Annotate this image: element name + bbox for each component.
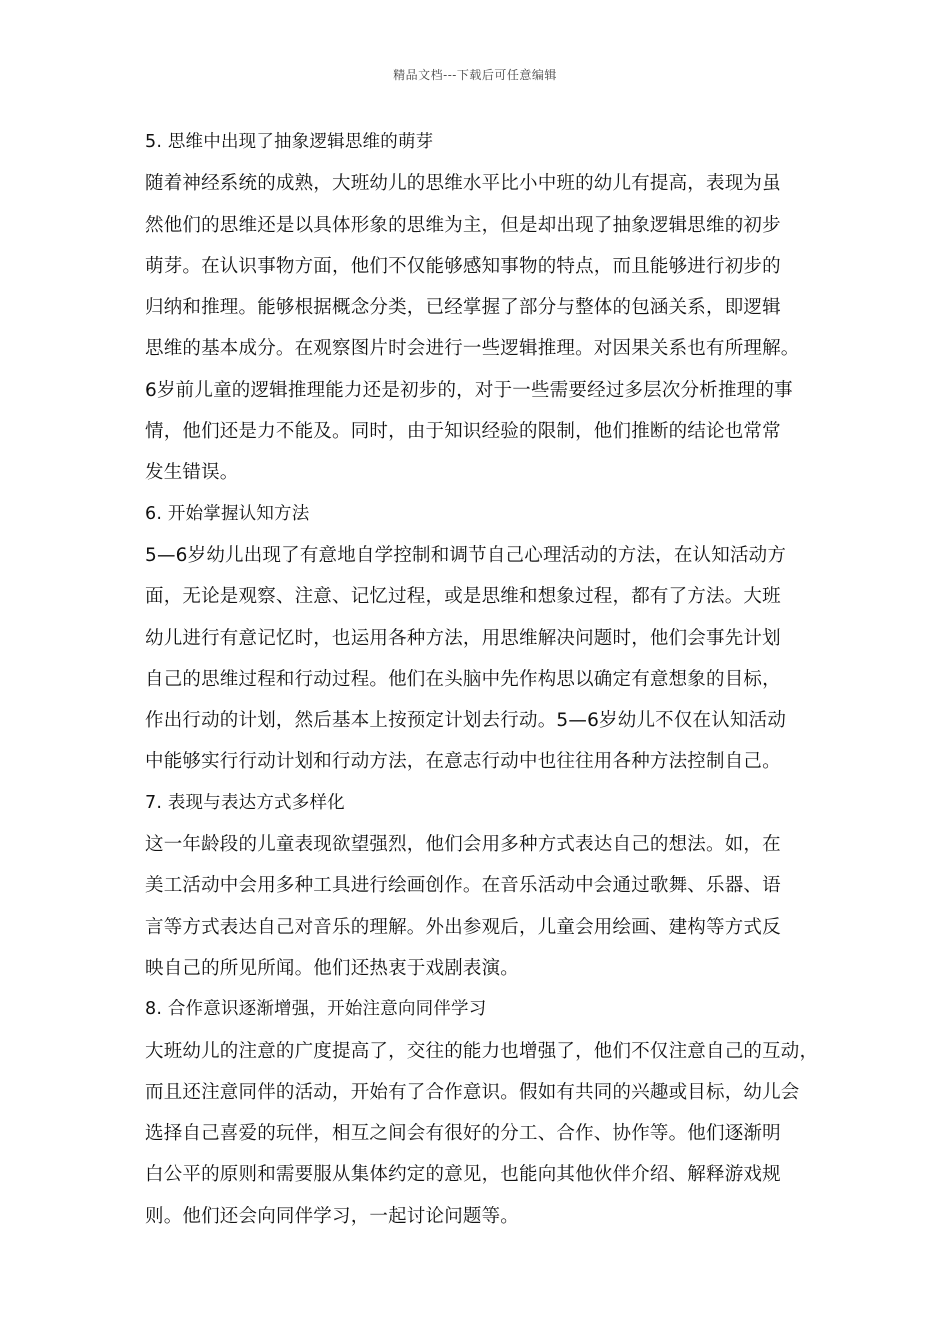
paragraph-line: 映自己的所见所闻。他们还热衷于戏剧表演。 [145,957,520,979]
paragraph-line: 而且还注意同伴的活动，开始有了合作意识。假如有共同的兴趣或目标，幼儿会 [145,1081,800,1103]
paragraph-line: 作出行动的计划，然后基本上按预定计划去行动。5—6岁幼儿不仅在认知活动 [145,710,787,732]
paragraph-line: 随着神经系统的成熟，大班幼儿的思维水平比小中班的幼儿有提高，表现为虽 [145,173,781,195]
paragraph-line: 归纳和推理。能够根据概念分类，已经掌握了部分与整体的包涵关系，即逻辑 [145,297,781,319]
paragraph-line: 言等方式表达自己对音乐的理解。外出参观后，儿童会用绘画、建构等方式反 [145,916,781,938]
paragraph-line: 大班幼儿的注意的广度提高了，交往的能力也增强了，他们不仅注意自己的互动， [145,1040,819,1062]
paragraph-line: 自己的思维过程和行动过程。他们在头脑中先作构思以确定有意想象的目标， [145,668,781,690]
paragraph-line: 则。他们还会向同伴学习，一起讨论问题等。 [145,1205,520,1227]
section-heading: 5. 思维中出现了抽象逻辑思维的萌芽 [145,132,434,152]
paragraph-line: 发生错误。 [145,462,239,484]
document-body [145,122,825,1237]
paragraph-line: 然他们的思维还是以具体形象的思维为主，但是却出现了抽象逻辑思维的初步 [145,214,781,236]
paragraph-line: 5—6岁幼儿出现了有意地自学控制和调节自己心理活动的方法，在认知活动方 [145,544,787,566]
paragraph-line: 这一年龄段的儿童表现欲望强烈，他们会用多种方式表达自己的想法。如，在 [145,834,781,856]
section-heading: 6. 开始掌握认知方法 [145,503,310,524]
paragraph-line: 幼儿进行有意记忆时，也运用各种方法，用思维解决问题时，他们会事先计划 [145,627,781,649]
paragraph-line: 中能够实行行动计划和行动方法，在意志行动中也往往用各种方法控制自己。 [145,751,781,773]
paragraph-line: 选择自己喜爱的玩伴，相互之间会有很好的分工、合作、协作等。他们逐渐明 [145,1123,781,1145]
page-header: 精品文档---下载后可任意编辑 [393,68,557,82]
paragraph-line: 情，他们还是力不能及。同时，由于知识经验的限制，他们推断的结论也常常 [145,421,781,443]
paragraph-line: 萌芽。在认识事物方面，他们不仅能够感知事物的特点，而且能够进行初步的 [145,255,781,277]
paragraph-line: 思维的基本成分。在观察图片时会进行一些逻辑推理。对因果关系也有所理解。 [145,338,800,360]
paragraph-line: 美工活动中会用多种工具进行绘画创作。在音乐活动中会通过歌舞、乐器、语 [145,875,781,897]
paragraph-line: 白公平的原则和需要服从集体约定的意见，也能向其他伙伴介绍、解释游戏规 [145,1164,781,1186]
paragraph-line: 6岁前儿童的逻辑推理能力还是初步的，对于一些需要经过多层次分析推理的事 [145,379,793,401]
section-heading: 7. 表现与表达方式多样化 [145,792,345,813]
paragraph-line: 面，无论是观察、注意、记忆过程，或是思维和想象过程，都有了方法。大班 [145,586,781,608]
section-heading: 8. 合作意识逐渐增强，开始注意向同伴学习 [145,999,487,1020]
